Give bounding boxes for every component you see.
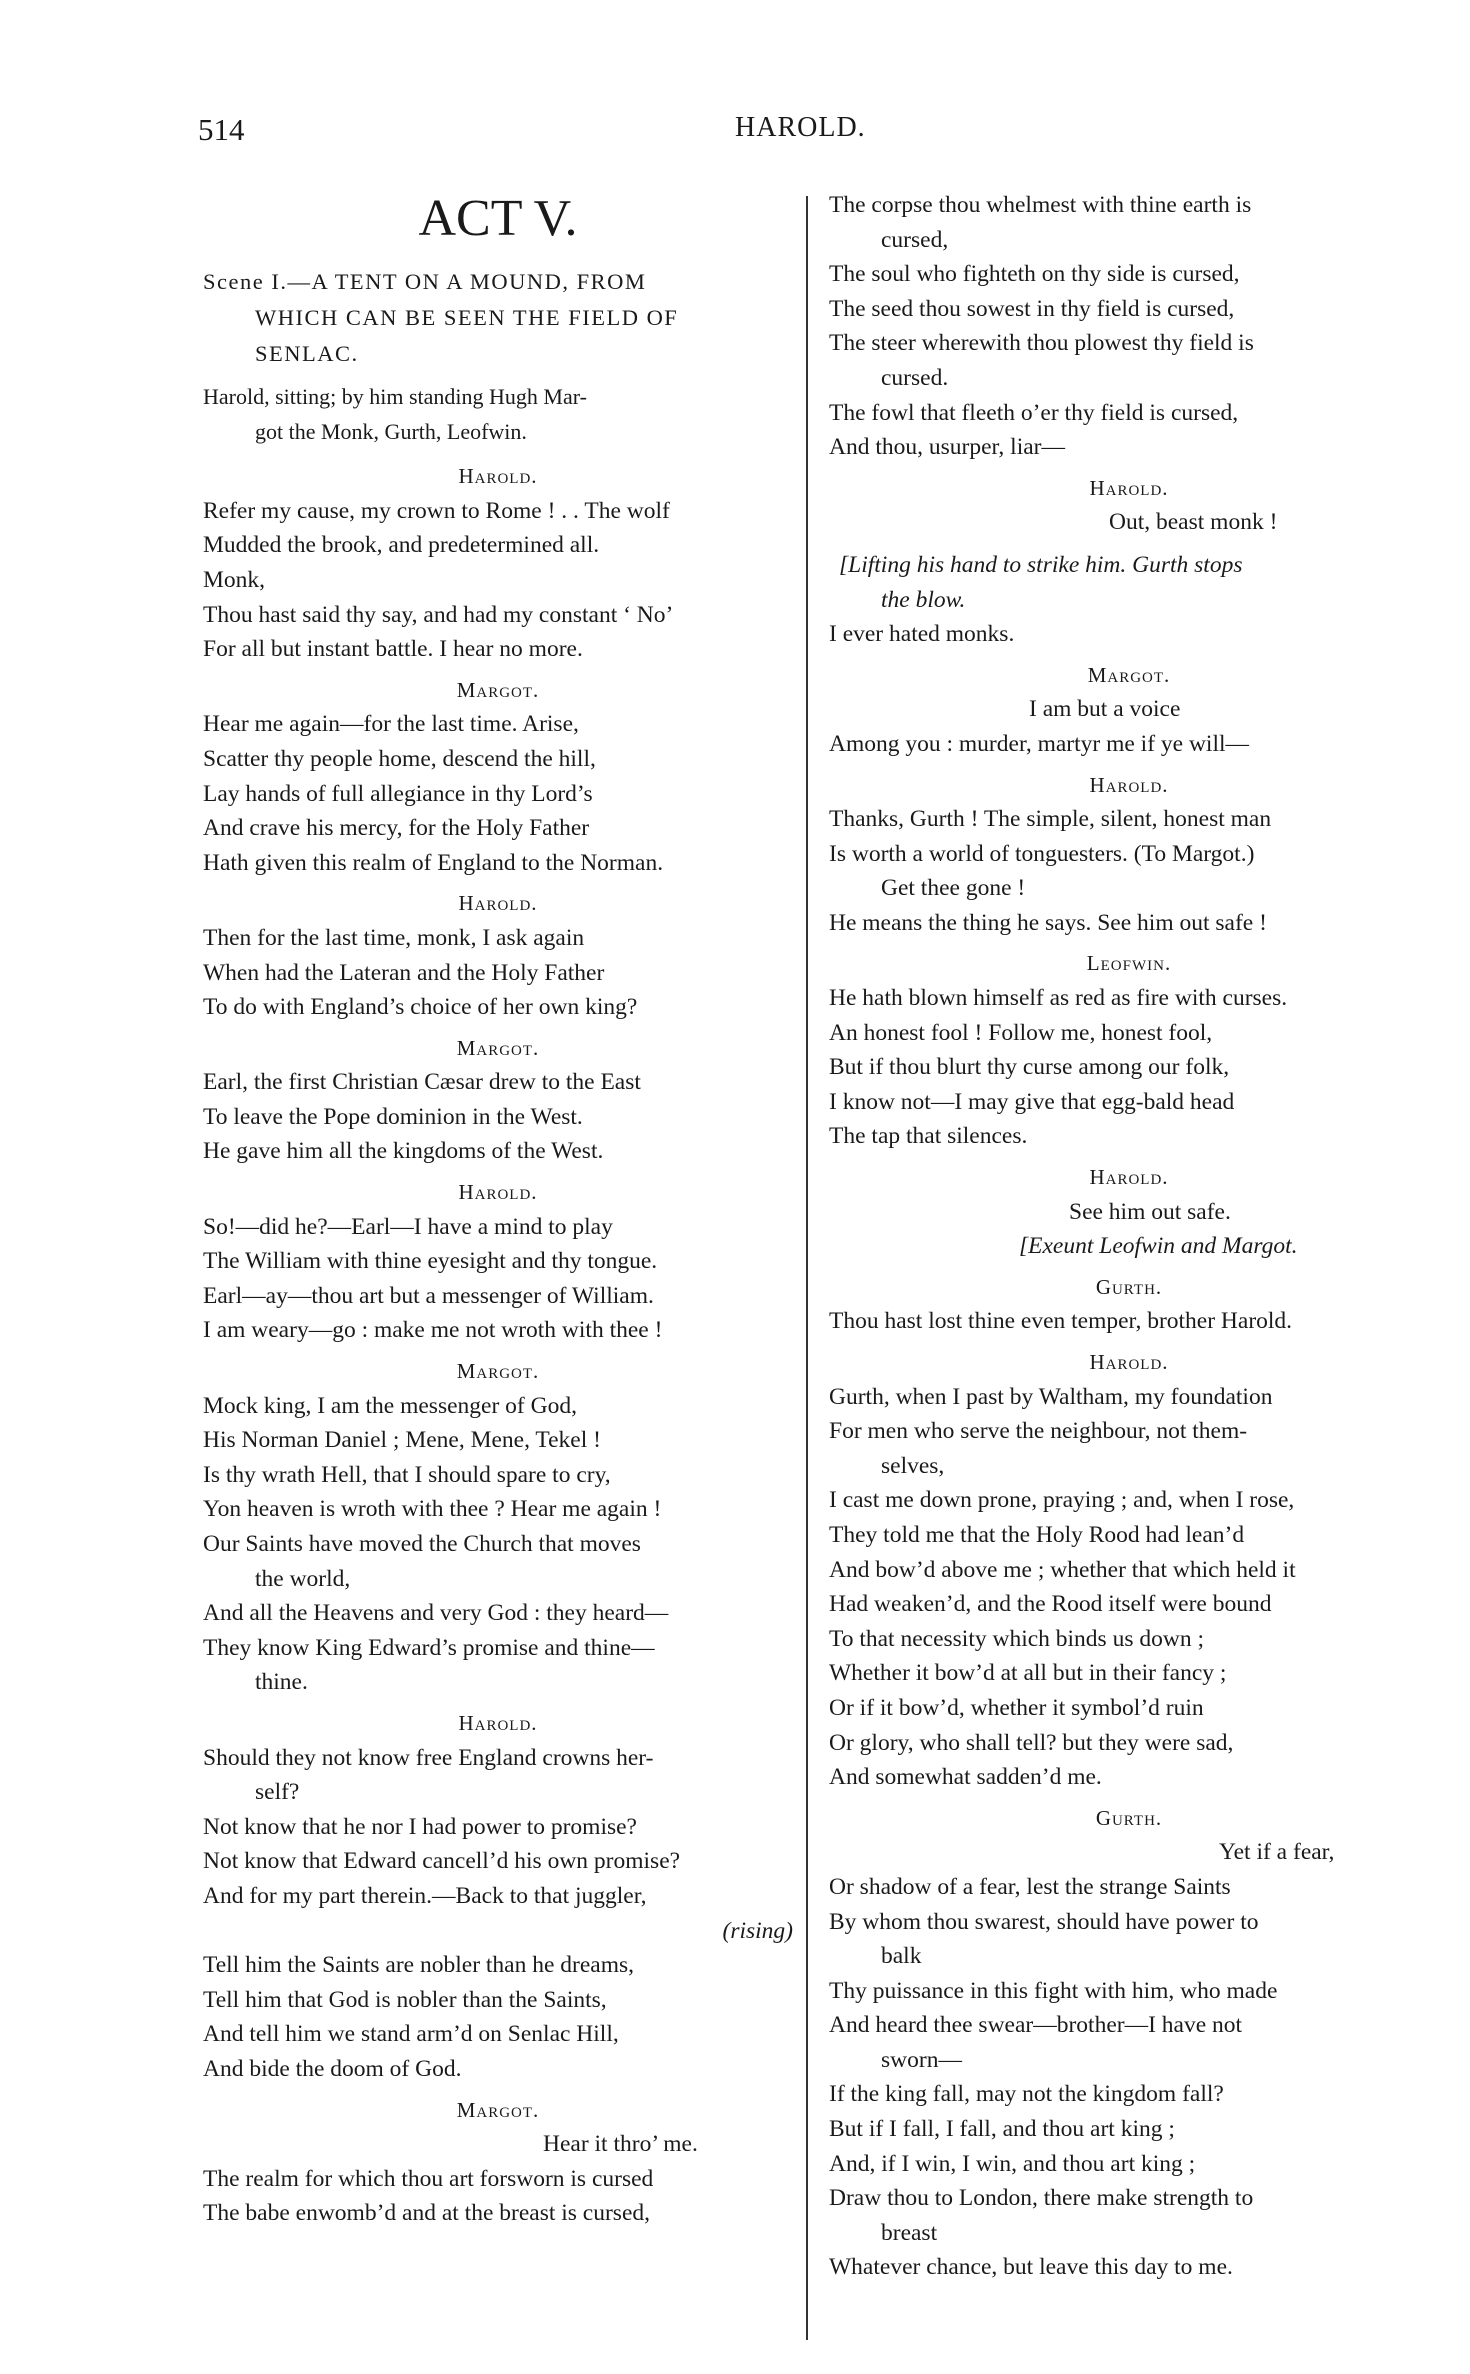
verse-line: Had weaken’d, and the Rood itself were bound bbox=[829, 1591, 1272, 1618]
verse-line: The seed thou sowest in thy field is cursed, bbox=[829, 295, 1235, 322]
verse-line: He hath blown himself as red as fire with curses. bbox=[829, 985, 1288, 1012]
verse-line: Draw thou to London, there make strength to bbox=[829, 2185, 1254, 2212]
verse-line: And somewhat sadden’d me. bbox=[829, 1764, 1102, 1791]
verse-line: Tell him the Saints are nobler than he dreams, bbox=[203, 1952, 635, 1979]
speaker-name: Margot. bbox=[456, 1035, 540, 1060]
verse-line: They told me that the Holy Rood had lean’d bbox=[829, 1521, 1245, 1548]
scene-heading-line: SENLAC. bbox=[255, 341, 359, 366]
verse-line: Is worth a world of tonguesters. (To Margot.) bbox=[829, 840, 1255, 867]
verse-line: If the king fall, may not the kingdom fall? bbox=[829, 2081, 1224, 2108]
verse-line: The tap that silences. bbox=[829, 1123, 1028, 1150]
verse-line: They know King Edward’s promise and thine— bbox=[203, 1634, 655, 1661]
verse-line: The realm for which thou art forsworn is cursed bbox=[203, 2165, 654, 2192]
speaker-name: Harold. bbox=[1089, 772, 1169, 797]
speaker-name: Leofwin. bbox=[1086, 951, 1172, 976]
verse-line: Thanks, Gurth ! The simple, silent, honest man bbox=[829, 806, 1272, 833]
verse-line: And all the Heavens and very God : they heard— bbox=[203, 1600, 669, 1627]
verse-line: thine. bbox=[255, 1669, 308, 1696]
verse-line: selves, bbox=[881, 1452, 945, 1479]
verse-line: His Norman Daniel ; Mene, Mene, Tekel ! bbox=[203, 1427, 601, 1454]
verse-line: Mock king, I am the messenger of God, bbox=[203, 1392, 577, 1419]
verse-line: balk bbox=[881, 1943, 922, 1970]
verse-line: By whom thou swarest, should have power to bbox=[829, 1908, 1259, 1935]
verse-line: Yon heaven is wroth with thee ? Hear me again ! bbox=[203, 1496, 662, 1523]
verse-line: Monk, bbox=[203, 566, 266, 593]
speaker-name: Harold. bbox=[1089, 1350, 1169, 1374]
verse-line: To leave the Pope dominion in the West. bbox=[203, 1103, 583, 1130]
verse-line: Refer my cause, my crown to Rome ! . . The wolf bbox=[203, 497, 670, 524]
verse-line: The steer wherewith thou plowest thy field is bbox=[829, 330, 1254, 357]
verse-line: cursed. bbox=[881, 364, 949, 391]
speaker-name: Harold. bbox=[458, 464, 538, 489]
verse-line: Gurth, when I past by Waltham, my foundation bbox=[829, 1383, 1273, 1410]
running-title: HAROLD. bbox=[735, 112, 866, 143]
verse-line: He gave him all the kingdoms of the West. bbox=[203, 1138, 604, 1165]
verse-line: cursed, bbox=[881, 226, 949, 253]
verse-line: Hear me again—for the last time. Arise, bbox=[203, 711, 579, 738]
verse-line: the world, bbox=[255, 1565, 351, 1592]
speaker-name: Harold. bbox=[458, 1710, 538, 1735]
verse-line: And bow’d above me ; whether that which held it bbox=[829, 1556, 1296, 1583]
verse-line: But if I fall, I fall, and thou art king ; bbox=[829, 2116, 1175, 2143]
verse-line: self? bbox=[255, 1779, 300, 1806]
verse-line: To that necessity which binds us down ; bbox=[829, 1625, 1204, 1652]
page-number: 514 bbox=[198, 112, 245, 147]
stage-direction-line: Harold, sitting; by him standing Hugh Mar- bbox=[203, 384, 587, 409]
stage-direction-line: [Lifting his hand to strike him. Gurth stops bbox=[839, 551, 1243, 578]
verse-line: Thou hast lost thine even temper, brother Harold. bbox=[829, 1308, 1293, 1335]
verse-line: Or if it bow’d, whether it symbol’d ruin bbox=[829, 1694, 1204, 1721]
verse-line: For men who serve the neighbour, not them- bbox=[829, 1418, 1248, 1445]
verse-line: Then for the last time, monk, I ask again bbox=[203, 924, 585, 951]
right-column bbox=[829, 188, 1429, 2285]
verse-line: Not know that Edward cancell’d his own promise? bbox=[203, 1848, 681, 1875]
verse-line: Earl, the first Christian Cæsar drew to the East bbox=[203, 1069, 641, 1096]
verse-line: I am weary—go : make me not wroth with thee ! bbox=[203, 1317, 663, 1344]
verse-line: Whatever chance, but leave this day to me. bbox=[829, 2254, 1233, 2281]
stage-direction bbox=[203, 380, 793, 449]
verse-line: And, if I win, I win, and thou art king ; bbox=[829, 2150, 1196, 2177]
verse-line: When had the Lateran and the Holy Father bbox=[203, 959, 605, 986]
speaker-name: Margot. bbox=[456, 1359, 540, 1384]
verse-line: I am but a voice bbox=[1029, 696, 1181, 723]
left-column bbox=[203, 188, 793, 2231]
verse-line: For all but instant battle. I hear no more. bbox=[203, 636, 583, 663]
verse-line: Yet if a fear, bbox=[1219, 1839, 1335, 1866]
act-title: ACT V. bbox=[418, 190, 578, 247]
column-divider bbox=[806, 196, 808, 2340]
verse-line: Hear it thro’ me. bbox=[543, 2131, 698, 2158]
speaker-name: Margot. bbox=[456, 2097, 540, 2122]
verse-line: And heard thee swear—brother—I have not bbox=[829, 2012, 1243, 2039]
verse-line: I know not—I may give that egg-bald head bbox=[829, 1088, 1235, 1115]
speaker-name: Margot. bbox=[456, 677, 540, 702]
verse-line: So!—did he?—Earl—I have a mind to play bbox=[203, 1213, 613, 1240]
verse-line: breast bbox=[881, 2219, 938, 2246]
verse-line: Among you : murder, martyr me if ye will— bbox=[829, 730, 1250, 757]
verse-line: The soul who fighteth on thy side is cursed, bbox=[829, 261, 1240, 288]
verse-line: And crave his mercy, for the Holy Father bbox=[203, 815, 590, 842]
verse-line: The William with thine eyesight and thy tongue. bbox=[203, 1248, 658, 1275]
verse-line: Should they not know free England crowns her- bbox=[203, 1744, 654, 1771]
verse-line: And thou, usurper, liar— bbox=[829, 434, 1065, 461]
verse-line: He means the thing he says. See him out safe ! bbox=[829, 909, 1267, 936]
verse-line: I ever hated monks. bbox=[829, 621, 1015, 648]
verse-line: Get thee gone ! bbox=[881, 875, 1026, 902]
page-header bbox=[0, 112, 1470, 152]
verse-line: And bide the doom of God. bbox=[203, 2055, 462, 2082]
speaker-name: Gurth. bbox=[1095, 1805, 1163, 1830]
verse-line: Whether it bow’d at all but in their fancy ; bbox=[829, 1660, 1227, 1687]
stage-direction-line: the blow. bbox=[881, 586, 966, 613]
speaker-name: Gurth. bbox=[1095, 1274, 1163, 1299]
verse-line: Hath given this realm of England to the Norman. bbox=[203, 849, 664, 876]
verse-line: And for my part therein.—Back to that juggler, bbox=[203, 1882, 647, 1909]
verse-line: Or glory, who shall tell? but they were sad, bbox=[829, 1729, 1234, 1756]
speaker-name: Harold. bbox=[1089, 1165, 1169, 1190]
scene-heading-line: Scene I.—A TENT ON A MOUND, FROM bbox=[203, 269, 647, 294]
verse-line: See him out safe. bbox=[1069, 1198, 1231, 1225]
verse-line: The fowl that fleeth o’er thy field is cursed, bbox=[829, 399, 1239, 426]
speaker-name: Harold. bbox=[458, 1180, 538, 1205]
verse-line: Out, beast monk ! bbox=[1109, 509, 1278, 536]
verse-line: Mudded the brook, and predetermined all. bbox=[203, 532, 600, 559]
verse-line: Our Saints have moved the Church that moves bbox=[203, 1531, 641, 1557]
verse-line: Thy puissance in this fight with him, who made bbox=[829, 1977, 1278, 2004]
verse-line: sworn— bbox=[881, 2046, 962, 2073]
stage-direction-inline: (rising) bbox=[722, 1917, 793, 1944]
verse-line: Lay hands of full allegiance in thy Lord’s bbox=[203, 780, 593, 807]
stage-direction-line: [Exeunt Leofwin and Margot. bbox=[1019, 1233, 1298, 1260]
verse-line: I cast me down prone, praying ; and, when I rose, bbox=[829, 1487, 1295, 1514]
speaker-name: Harold. bbox=[1089, 475, 1169, 500]
verse-line: Tell him that God is nobler than the Saints, bbox=[203, 1986, 607, 2013]
verse-line: Thou hast said thy say, and had my constant ‘ No’ bbox=[203, 601, 674, 628]
verse-line: Is thy wrath Hell, that I should spare to cry, bbox=[203, 1461, 611, 1488]
verse-line: Earl—ay—thou art but a messenger of William. bbox=[203, 1282, 654, 1309]
verse-line: Or shadow of a fear, lest the strange Saints bbox=[829, 1873, 1231, 1900]
verse-line: Not know that he nor I had power to promise? bbox=[203, 1813, 637, 1840]
verse-line: The corpse thou whelmest with thine earth is bbox=[829, 192, 1252, 218]
verse-line: An honest fool ! Follow me, honest fool, bbox=[829, 1019, 1213, 1046]
speaker-name: Harold. bbox=[458, 891, 538, 916]
verse-line: Scatter thy people home, descend the hill, bbox=[203, 745, 596, 772]
verse-line: The babe enwomb’d and at the breast is cursed, bbox=[203, 2200, 650, 2227]
scene-heading-line: WHICH CAN BE SEEN THE FIELD OF bbox=[255, 305, 679, 330]
stage-direction-line: got the Monk, Gurth, Leofwin. bbox=[255, 418, 527, 444]
verse-line: But if thou blurt thy curse among our folk, bbox=[829, 1054, 1230, 1081]
verse-line: And tell him we stand arm’d on Senlac Hill, bbox=[203, 2021, 619, 2048]
speaker-name: Margot. bbox=[1087, 662, 1171, 687]
verse-line: To do with England’s choice of her own king? bbox=[203, 994, 638, 1021]
